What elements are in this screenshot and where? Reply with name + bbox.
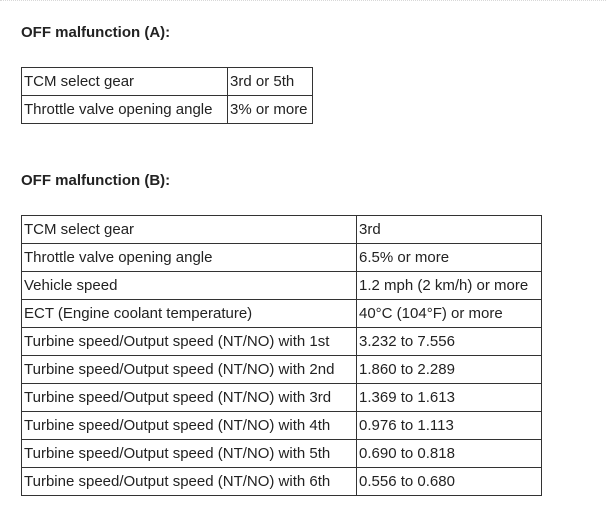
table-row [22,244,542,272]
table-row [22,96,313,124]
table-row [22,384,542,412]
row-label: ECT (Engine coolant temperature) [22,300,357,328]
malfunction-b-table [21,215,542,496]
row-label: Turbine speed/Output speed (NT/NO) with 1st [22,328,357,356]
malfunction-a-table [21,67,313,124]
row-label: Turbine speed/Output speed (NT/NO) with 4th [22,412,357,440]
table-row [22,356,542,384]
section-a-title: OFF malfunction (A): [21,24,171,41]
section-b-title: OFF malfunction (B): [21,172,171,189]
table-row [22,216,542,244]
row-value: 0.556 to 0.680 [357,468,542,496]
row-value: 6.5% or more [357,244,542,272]
table-row [22,468,542,496]
table-row [22,272,542,300]
row-label: TCM select gear [22,68,228,96]
row-value: 3% or more [228,96,313,124]
top-divider [0,0,606,2]
row-label: Throttle valve opening angle [22,96,228,124]
row-label: Throttle valve opening angle [22,244,357,272]
table-row [22,440,542,468]
malfunction-a-table-body [22,68,313,124]
row-value: 1.369 to 1.613 [357,384,542,412]
row-value: 1.2 mph (2 km/h) or more [357,272,542,300]
row-label: TCM select gear [22,216,357,244]
row-value: 0.690 to 0.818 [357,440,542,468]
table-row [22,328,542,356]
row-value: 1.860 to 2.289 [357,356,542,384]
row-value: 3rd or 5th [228,68,313,96]
table-row [22,68,313,96]
row-label: Turbine speed/Output speed (NT/NO) with 3rd [22,384,357,412]
row-value: 0.976 to 1.113 [357,412,542,440]
malfunction-b-table-body [22,216,542,496]
row-value: 3rd [357,216,542,244]
table-row [22,300,542,328]
row-label: Turbine speed/Output speed (NT/NO) with 6th [22,468,357,496]
row-label: Vehicle speed [22,272,357,300]
row-label: Turbine speed/Output speed (NT/NO) with 5th [22,440,357,468]
row-value: 3.232 to 7.556 [357,328,542,356]
row-value: 40°C (104°F) or more [357,300,542,328]
row-label: Turbine speed/Output speed (NT/NO) with 2nd [22,356,357,384]
table-row [22,412,542,440]
